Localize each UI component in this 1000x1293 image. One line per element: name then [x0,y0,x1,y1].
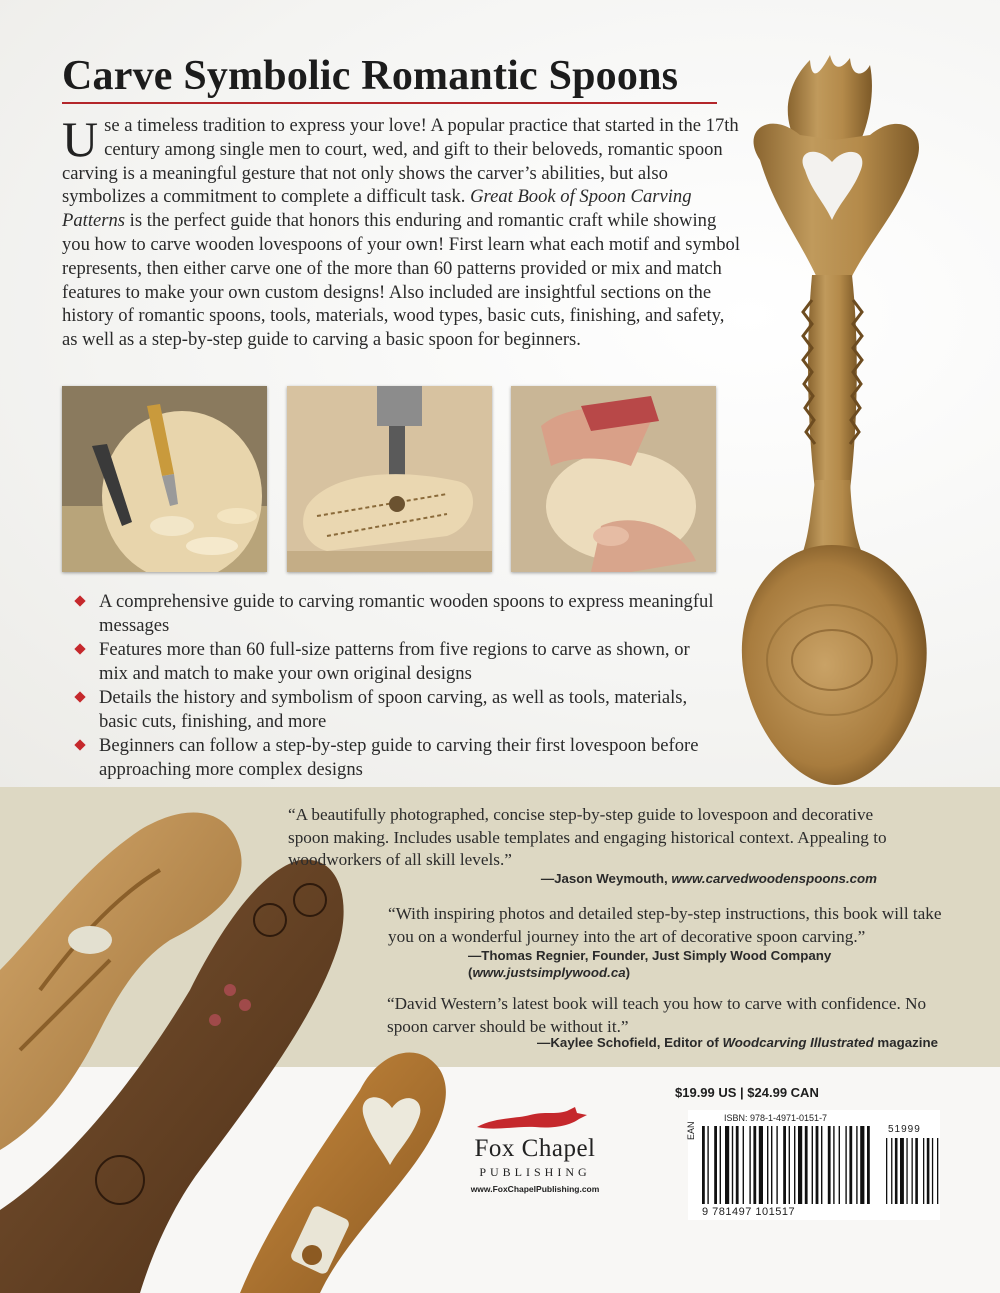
magazine-name: Woodcarving Illustrated [722,1035,874,1050]
paren-close: ) [625,965,631,980]
addon-digits: 51999 [888,1124,921,1135]
ean-label: EAN [686,1121,696,1140]
intro-paragraph [62,111,742,352]
isbn-text: ISBN: 978-1-4971-0151-7 [724,1113,828,1123]
author-name: —Kaylee Schofield, Editor of [537,1035,723,1050]
author-website: www.carvedwoodenspoons.com [671,871,877,886]
book-title: Great Book of Spoon Carving Patterns [62,186,692,232]
title-underline [62,102,717,104]
author-name: —Jason Weymouth, [540,871,672,886]
list-item [74,686,714,734]
list-item-text: Beginners can follow a step-by-step guide to carving their first lovespoon before approaching more complex designs [99,735,699,780]
fox-icon [475,1105,595,1135]
intro-text-2: is the perfect guide that honors this enduring and romantic craft while showing you how to carve wooden lovespoons of your own! First learn what each motif and symbol represents, then either carve one of the more than 60 patterns provided or mix and match features to make your own custom designs! Also included are insightful sections on the history of romantic spoons, tools, materials, wood types, basic cuts, finishing, and safety, as well as a step-by-step guide to carving a basic spoon for beginners. [62,210,741,351]
bullet-diamond-icon [74,595,85,606]
publisher-name: Fox Chapel [474,1135,596,1162]
testimonial-3-author [537,1034,938,1051]
testimonial-1: “A beautifully photographed, concise step-by-step guide to lovespoon and decorative spoon making. Includes usable templates and engaging historical context. Appealing to woodworkers of all skill levels.” [288,805,887,869]
bullet-diamond-icon [74,643,85,654]
list-item-text: Details the history and symbolism of spoon carving, as well as tools, materials, basic cuts, finishing, and more [99,687,688,732]
testimonial-2-author [468,947,831,981]
bullet-diamond-icon [74,739,85,750]
barcode-bars [688,1110,940,1206]
photo-drilling [287,386,492,572]
bullet-diamond-icon [74,691,85,702]
author-suffix: magazine [873,1035,938,1050]
testimonial-1-author [541,870,877,887]
author-name: —Thomas Regnier, Founder, Just Simply Wood Company [468,948,832,963]
barcode [688,1110,940,1220]
testimonial-3: “David Western’s latest book will teach you how to carve with confidence. No spoon carver should be without it.” [387,994,927,1036]
publisher-logo [455,1105,615,1195]
list-item-text: A comprehensive guide to carving romantic wooden spoons to express meaningful messages [99,591,714,636]
photo-sanding [511,386,716,572]
list-item [74,734,714,782]
publisher-subtitle: PUBLISHING [479,1165,591,1179]
feature-list [74,590,714,782]
intro-text-1: se a timeless tradition to express your love! A popular practice that started in the 17th century among single men to court, wed, and gift to their beloveds, romantic spoon carving is a meaningful gesture that not only shows the carver’s abilities, but also symbolizes a commitment to complete a difficult task. [62,115,739,208]
list-item [74,638,714,686]
barcode-digits: 9 781497 101517 [702,1206,796,1218]
photo-gouge-carving [62,386,267,572]
price-label: $19.99 US | $24.99 CAN [675,1085,819,1100]
publisher-url: www.FoxChapelPublishing.com [470,1184,600,1194]
list-item [74,590,714,638]
testimonial-2: “With inspiring photos and detailed step-by-step instructions, this book will take you on a wonderful journey into the art of decorative spoon carving.” [388,904,942,946]
author-website [468,964,831,981]
list-item-text: Features more than 60 full-size patterns from five regions to carve as shown, or mix and match to make your own original designs [99,639,690,684]
drop-cap: U [62,111,99,167]
page-title: Carve Symbolic Romantic Spoons [62,53,679,99]
paren-open: ( [468,965,473,980]
website-url: www.justsimplywood.ca [472,965,626,980]
